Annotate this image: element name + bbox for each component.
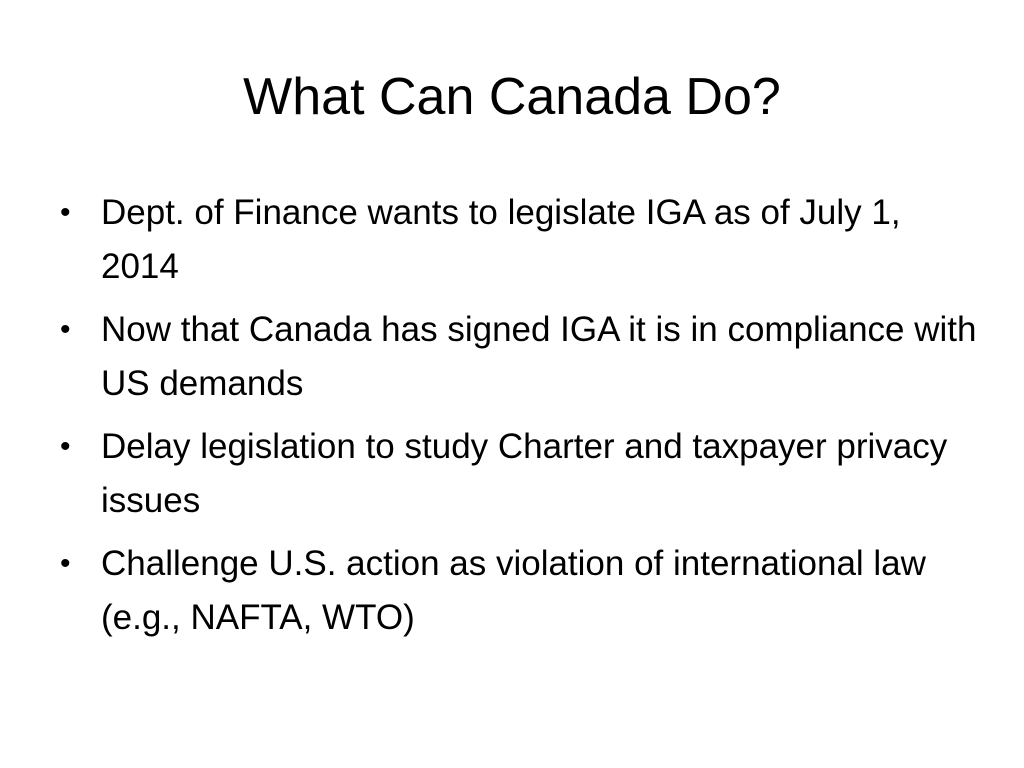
bullet-point-icon: • bbox=[60, 196, 71, 229]
bullet-list bbox=[58, 186, 978, 654]
slide-title: What Can Canada Do? bbox=[243, 68, 781, 126]
bullet-text: Dept. of Finance wants to legislate IGA as of July 1, 2014 bbox=[101, 193, 901, 286]
bullet-text: Delay legislation to study Charter and taxpayer privacy issues bbox=[101, 427, 948, 520]
bullet-item bbox=[58, 420, 978, 528]
bullet-text: Now that Canada has signed IGA it is in compliance with US demands bbox=[101, 310, 977, 403]
bullet-point-icon: • bbox=[60, 430, 71, 463]
bullet-point-icon: • bbox=[60, 547, 71, 580]
bullet-item bbox=[58, 186, 978, 294]
bullet-item bbox=[58, 537, 978, 645]
bullet-text: Challenge U.S. action as violation of international law (e.g., NAFTA, WTO) bbox=[101, 544, 926, 637]
bullet-point-icon: • bbox=[60, 313, 71, 346]
bullet-item bbox=[58, 303, 978, 411]
